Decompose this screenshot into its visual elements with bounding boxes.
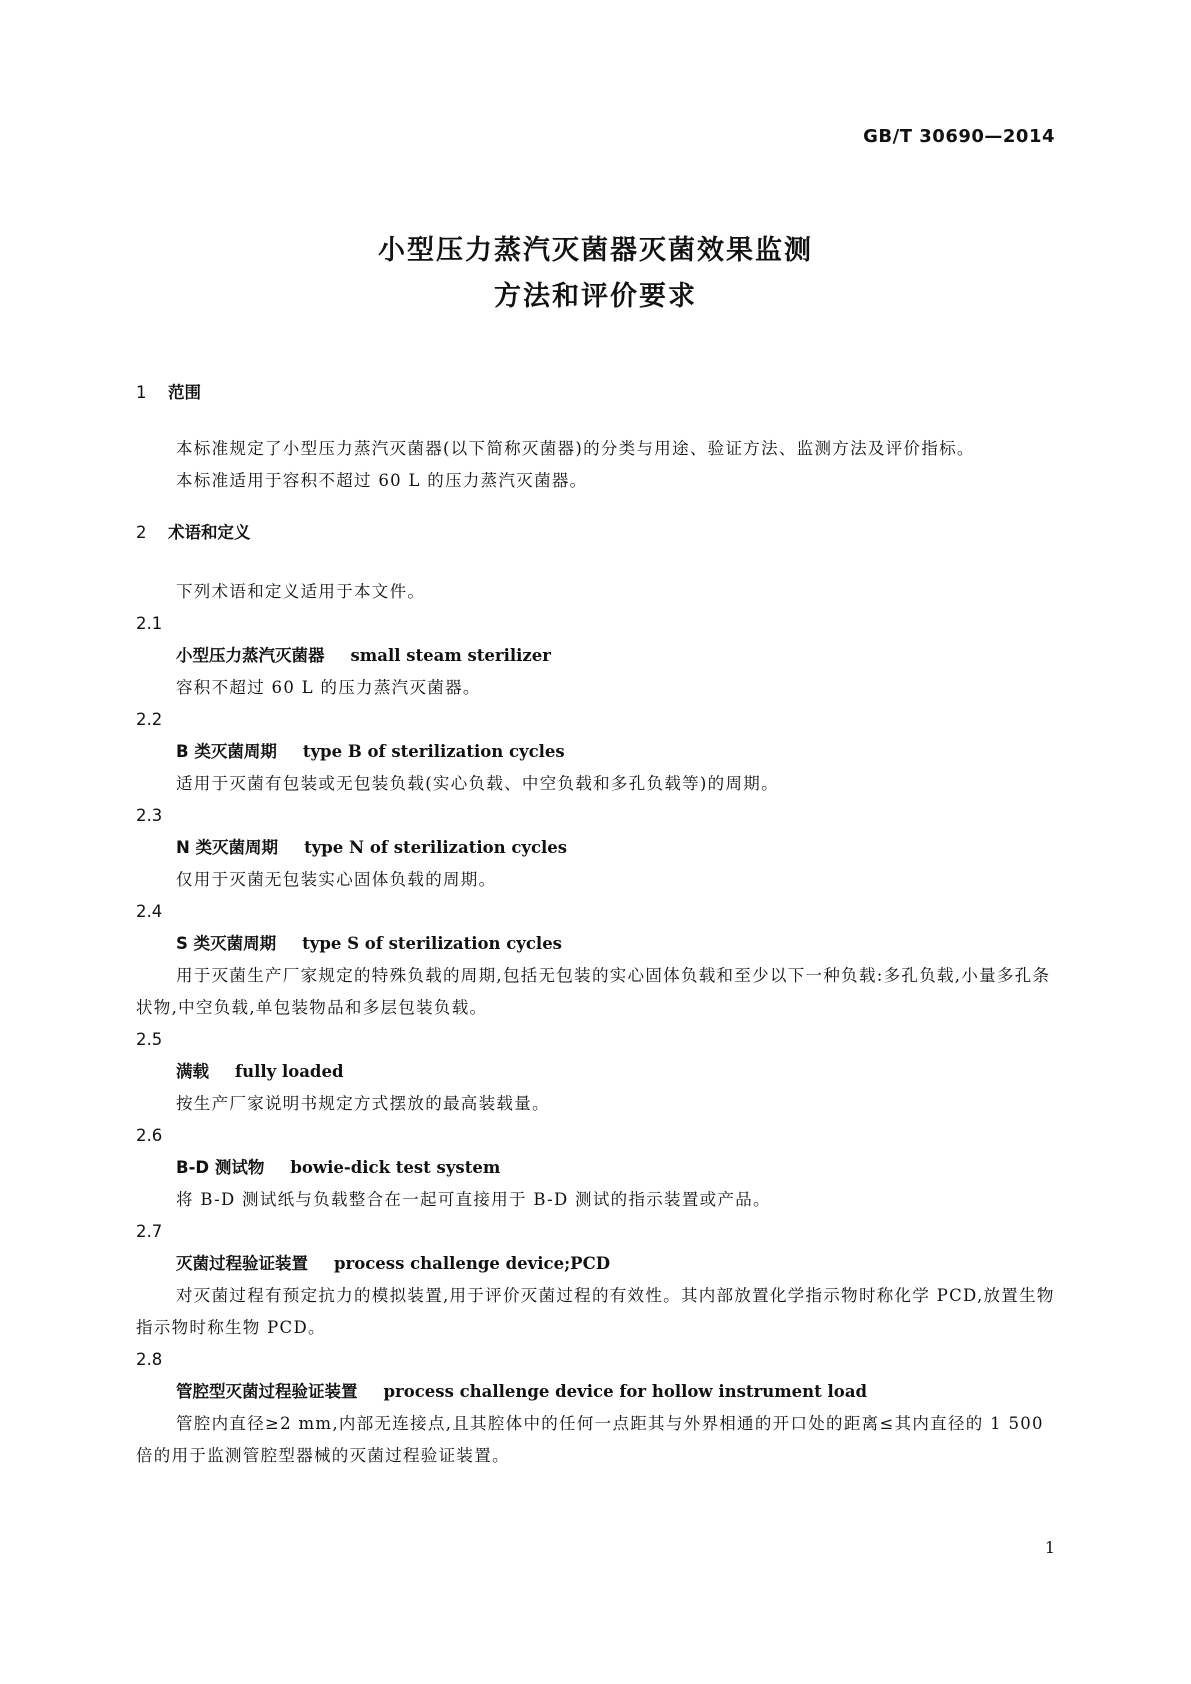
term-name-en: type S of sterilization cycles [302,934,562,953]
section-title: 术语和定义 [168,523,251,542]
section-number: 1 [136,383,147,402]
section-number: 2 [136,523,147,542]
term-name [136,1152,1058,1184]
term-name-en: process challenge device;PCD [334,1254,611,1273]
terms-intro: 下列术语和定义适用于本文件。 [176,582,426,601]
term-definition: 按生产厂家说明书规定方式摆放的最高装载量。 [176,1094,550,1113]
document-title-line-2: 方法和评价要求 [494,281,697,312]
term-name-en: process challenge device for hollow instrument load [383,1382,868,1401]
term-number: 2.4 [136,902,163,921]
term-name-en: fully loaded [235,1062,344,1081]
term-definition: 用于灭菌生产厂家规定的特殊负载的周期,包括无包装的实心固体负载和至少以下一种负载:多孔负载,小量多孔条状物,中空负载,单包装物品和多层包装负载。 [136,966,1051,1017]
term-definition: 适用于灭菌有包装或无包装负载(实心负载、中空负载和多孔负载等)的周期。 [176,774,779,793]
term-number: 2.3 [136,806,163,825]
section-heading-terms [136,520,1058,546]
term-definition: 容积不超过 60 L 的压力蒸汽灭菌器。 [176,678,481,697]
term-definition: 管腔内直径≥2 mm,内部无连接点,且其腔体中的任何一点距其与外界相通的开口处的距离≤其内直径的 1 500 倍的用于监测管腔型器械的灭菌过程验证装置。 [136,1414,1044,1465]
term-name-zh: 管腔型灭菌过程验证装置 [176,1382,358,1401]
term-name-en: bowie-dick test system [290,1158,501,1177]
term-name-zh: 满载 [176,1062,209,1081]
section-title: 范围 [168,383,201,402]
term-name [136,1248,1058,1280]
term-definition: 对灭菌过程有预定抗力的模拟装置,用于评价灭菌过程的有效性。其内部放置化学指示物时称化学 PCD,放置生物指示物时称生物 PCD。 [136,1286,1055,1337]
document-title-line-1: 小型压力蒸汽灭菌器灭菌效果监测 [378,235,813,266]
scope-paragraph-2: 本标准适用于容积不超过 60 L 的压力蒸汽灭菌器。 [176,471,588,490]
term-name-en: small steam sterilizer [350,646,551,665]
term-number: 2.1 [136,614,163,633]
term-number: 2.2 [136,710,163,729]
term-definition: 仅用于灭菌无包装实心固体负载的周期。 [176,870,497,889]
term-number: 2.5 [136,1030,163,1049]
term-name-zh: 灭菌过程验证装置 [176,1254,308,1273]
section-heading-scope [136,380,1058,406]
term-name [136,1056,1058,1088]
term-name-zh: B-D 测试物 [176,1158,265,1177]
term-number: 2.8 [136,1350,163,1369]
term-name [136,640,1058,672]
term-number: 2.6 [136,1126,163,1145]
term-name [136,1376,1058,1408]
term-name-en: type B of sterilization cycles [302,742,565,761]
page-number: 1 [1044,1538,1055,1557]
term-name-zh: S 类灭菌周期 [176,934,277,953]
document-body [136,380,1058,1472]
term-number: 2.7 [136,1222,163,1241]
term-name-zh: 小型压力蒸汽灭菌器 [176,646,325,665]
standard-code: GB/T 30690—2014 [863,126,1055,147]
term-name [136,736,1058,768]
term-name-en: type N of sterilization cycles [304,838,568,857]
term-name [136,832,1058,864]
term-name [136,928,1058,960]
term-name-zh: N 类灭菌周期 [176,838,279,857]
term-definition: 将 B-D 测试纸与负载整合在一起可直接用于 B-D 测试的指示装置或产品。 [176,1190,771,1209]
term-name-zh: B 类灭菌周期 [176,742,277,761]
scope-paragraph-1: 本标准规定了小型压力蒸汽灭菌器(以下简称灭菌器)的分类与用途、验证方法、监测方法及评价指标。 [176,439,975,458]
